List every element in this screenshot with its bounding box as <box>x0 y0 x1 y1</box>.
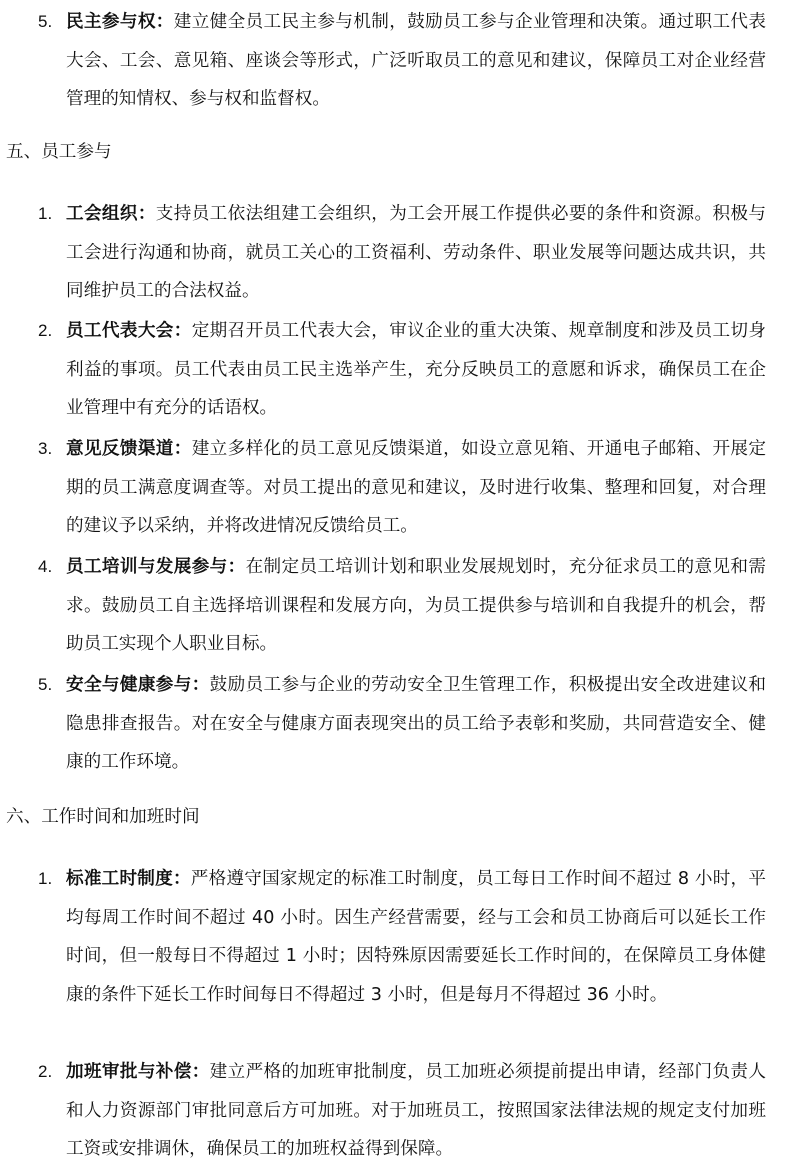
list-item-text: 在制定员工培训计划和职业发展规划时，充分征求员工的意见和需求。鼓励员工自主选择培训课程和发展方向，为员工提供参与培训和自我提升的机会，帮助员工实现个人职业目标。 <box>66 557 766 654</box>
list-item-term: 员工代表大会： <box>66 321 192 341</box>
list-number: 5. <box>38 675 53 694</box>
list-number: 1. <box>38 869 53 888</box>
list-number: 2. <box>38 1062 53 1081</box>
list-item-body <box>66 430 766 546</box>
list-item-term: 工会组织： <box>66 204 156 224</box>
list-item-text: 建立多样化的员工意见反馈渠道，如设立意见箱、开通电子邮箱、开展定期的员工满意度调查等。对员工提出的意见和建议，及时进行收集、整理和回复，对合理的建议予以采纳，并将改进情况反馈给员工。 <box>66 439 766 536</box>
list-item-standard-hours <box>0 860 800 1014</box>
list-item-term: 员工培训与发展参与： <box>66 557 246 577</box>
list-item-term: 加班审批与补偿： <box>66 1062 210 1082</box>
list-item-body <box>66 1053 766 1169</box>
list-item-body <box>66 548 766 664</box>
list-number: 3. <box>38 439 53 458</box>
list-number: 1. <box>38 204 53 223</box>
list-item-overtime-approval <box>0 1053 800 1169</box>
list-item-body <box>66 666 766 782</box>
list-item-term: 意见反馈渠道： <box>66 439 192 459</box>
list-number: 2. <box>38 321 53 340</box>
section-heading-employee-participation: 五、员工参与 <box>6 142 112 162</box>
list-item-feedback-channels <box>0 430 800 546</box>
list-item-body <box>66 860 766 1014</box>
list-item-safety-health <box>0 666 800 782</box>
list-item-body <box>66 3 766 119</box>
list-item-body <box>66 312 766 428</box>
list-item-text: 建立健全员工民主参与机制，鼓励员工参与企业管理和决策。通过职工代表大会、工会、意见箱、座谈会等形式，广泛听取员工的意见和建议，保障员工对企业经营管理的知情权、参与权和监督权。 <box>66 12 766 109</box>
list-item-trade-union <box>0 195 800 311</box>
section-heading-working-hours: 六、工作时间和加班时间 <box>6 807 200 827</box>
list-item-staff-congress <box>0 312 800 428</box>
list-number: 4. <box>38 557 53 576</box>
list-item-text: 鼓励员工参与企业的劳动安全卫生管理工作，积极提出安全改进建议和隐患排查报告。对在安全与健康方面表现突出的员工给予表彰和奖励，共同营造安全、健康的工作环境。 <box>66 675 766 772</box>
list-item-text: 严格遵守国家规定的标准工时制度，员工每日工作时间不超过 8 小时，平均每周工作时间不超过 40 小时。因生产经营需要，经与工会和员工协商后可以延长工作时间，但一般每日不得超过 1 小时；因特殊原因需要延长工作时间的，在保障员工身体健康的条件下延长工作时间每日不得超过 3 小时，但是每月不得超过 36 小时。 <box>66 869 766 1005</box>
list-item-training-development <box>0 548 800 664</box>
list-item-term: 标准工时制度： <box>66 869 191 889</box>
list-item-text: 建立严格的加班审批制度，员工加班必须提前提出申请，经部门负责人和人力资源部门审批同意后方可加班。对于加班员工，按照国家法律法规的规定支付加班工资或安排调休，确保员工的加班权益得到保障。 <box>66 1062 766 1159</box>
list-item-text: 定期召开员工代表大会，审议企业的重大决策、规章制度和涉及员工切身利益的事项。员工代表由员工民主选举产生，充分反映员工的意愿和诉求，确保员工在企业管理中有充分的话语权。 <box>66 321 766 418</box>
list-item-body <box>66 195 766 311</box>
list-item-democratic-participation <box>0 3 800 119</box>
list-number: 5. <box>38 12 53 31</box>
list-item-text: 支持员工依法组建工会组织，为工会开展工作提供必要的条件和资源。积极与工会进行沟通和协商，就员工关心的工资福利、劳动条件、职业发展等问题达成共识，共同维护员工的合法权益。 <box>66 204 766 301</box>
list-item-term: 安全与健康参与： <box>66 675 210 695</box>
list-item-term: 民主参与权： <box>66 12 174 32</box>
